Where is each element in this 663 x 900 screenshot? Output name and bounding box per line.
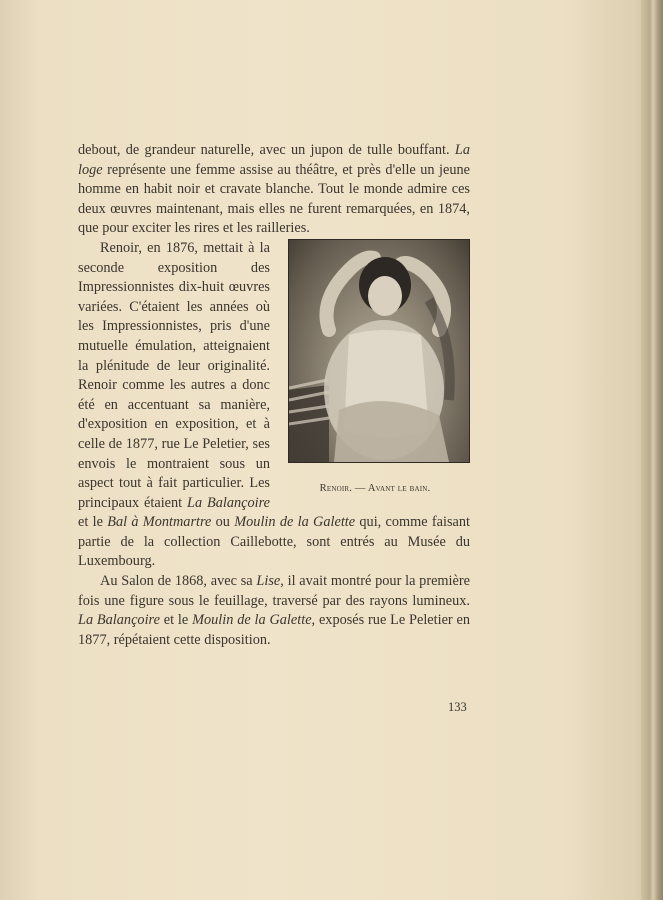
text-run: , exposés rue Le Peletier en 1877, répétaient cette disposition. <box>78 612 471 648</box>
italic-title: Moulin de la Galette <box>192 612 312 629</box>
text-run: qui, comme faisant partie de la collection Caillebotte, sont entrés au Musée du Luxembourg. <box>78 514 471 570</box>
text-run: Au Salon de 1868, avec sa <box>100 573 257 590</box>
text-run: Renoir, en 1876, mettait à la seconde exposition des Impressionnistes dix-huit œuvres variées. C'étaient les années où les Impressionnistes, pris d'une mutuelle émulation, atteignaient la plénitude de leur originalité. Renoir comme les autres a donc été en accentuant sa manière, d'exposition en exposition, et à celle de 1877, rue Le Peletier, ses envois le montraient sous un aspect tout à fait particulier. Les principaux étaient <box>78 239 270 511</box>
text-run: debout, de grandeur naturelle, avec un jupon de tulle bouffant. <box>78 142 455 158</box>
italic-title: La Balançoire <box>78 612 160 629</box>
italic-title: Bal à Montmartre <box>107 514 212 531</box>
paragraph-1 <box>78 141 470 239</box>
text-run: ou <box>211 514 235 531</box>
illustration-figure <box>280 239 470 496</box>
page-number: 133 <box>448 700 467 714</box>
text-run: représente une femme assise au théâtre, et près d'elle un jeune homme en habit noir et cravate blanche. Tout le monde admire ces deux œuvres maintenant, mais elles ne furent remarquées, en 1874, que pour exciter les rires et les railleries. <box>78 161 470 237</box>
page-edge <box>641 0 663 900</box>
italic-title: La Balançoire <box>187 494 270 511</box>
italic-title: Lise <box>256 573 281 590</box>
painting-image <box>288 239 470 463</box>
text-run: et le <box>159 612 193 629</box>
figure-caption: Renoir. — Avant le bain. <box>319 482 431 494</box>
italic-title: Moulin de la Galette <box>234 514 356 531</box>
text-run: , il avait montré pour la première fois une figure sous le feuillage, traversé par des rayons lumineux. <box>78 573 470 609</box>
body-text <box>78 141 470 650</box>
text-run: et le <box>78 514 108 531</box>
painting-illustration <box>289 240 469 462</box>
paragraph-3 <box>78 572 470 650</box>
italic-title: La loge <box>78 142 470 178</box>
